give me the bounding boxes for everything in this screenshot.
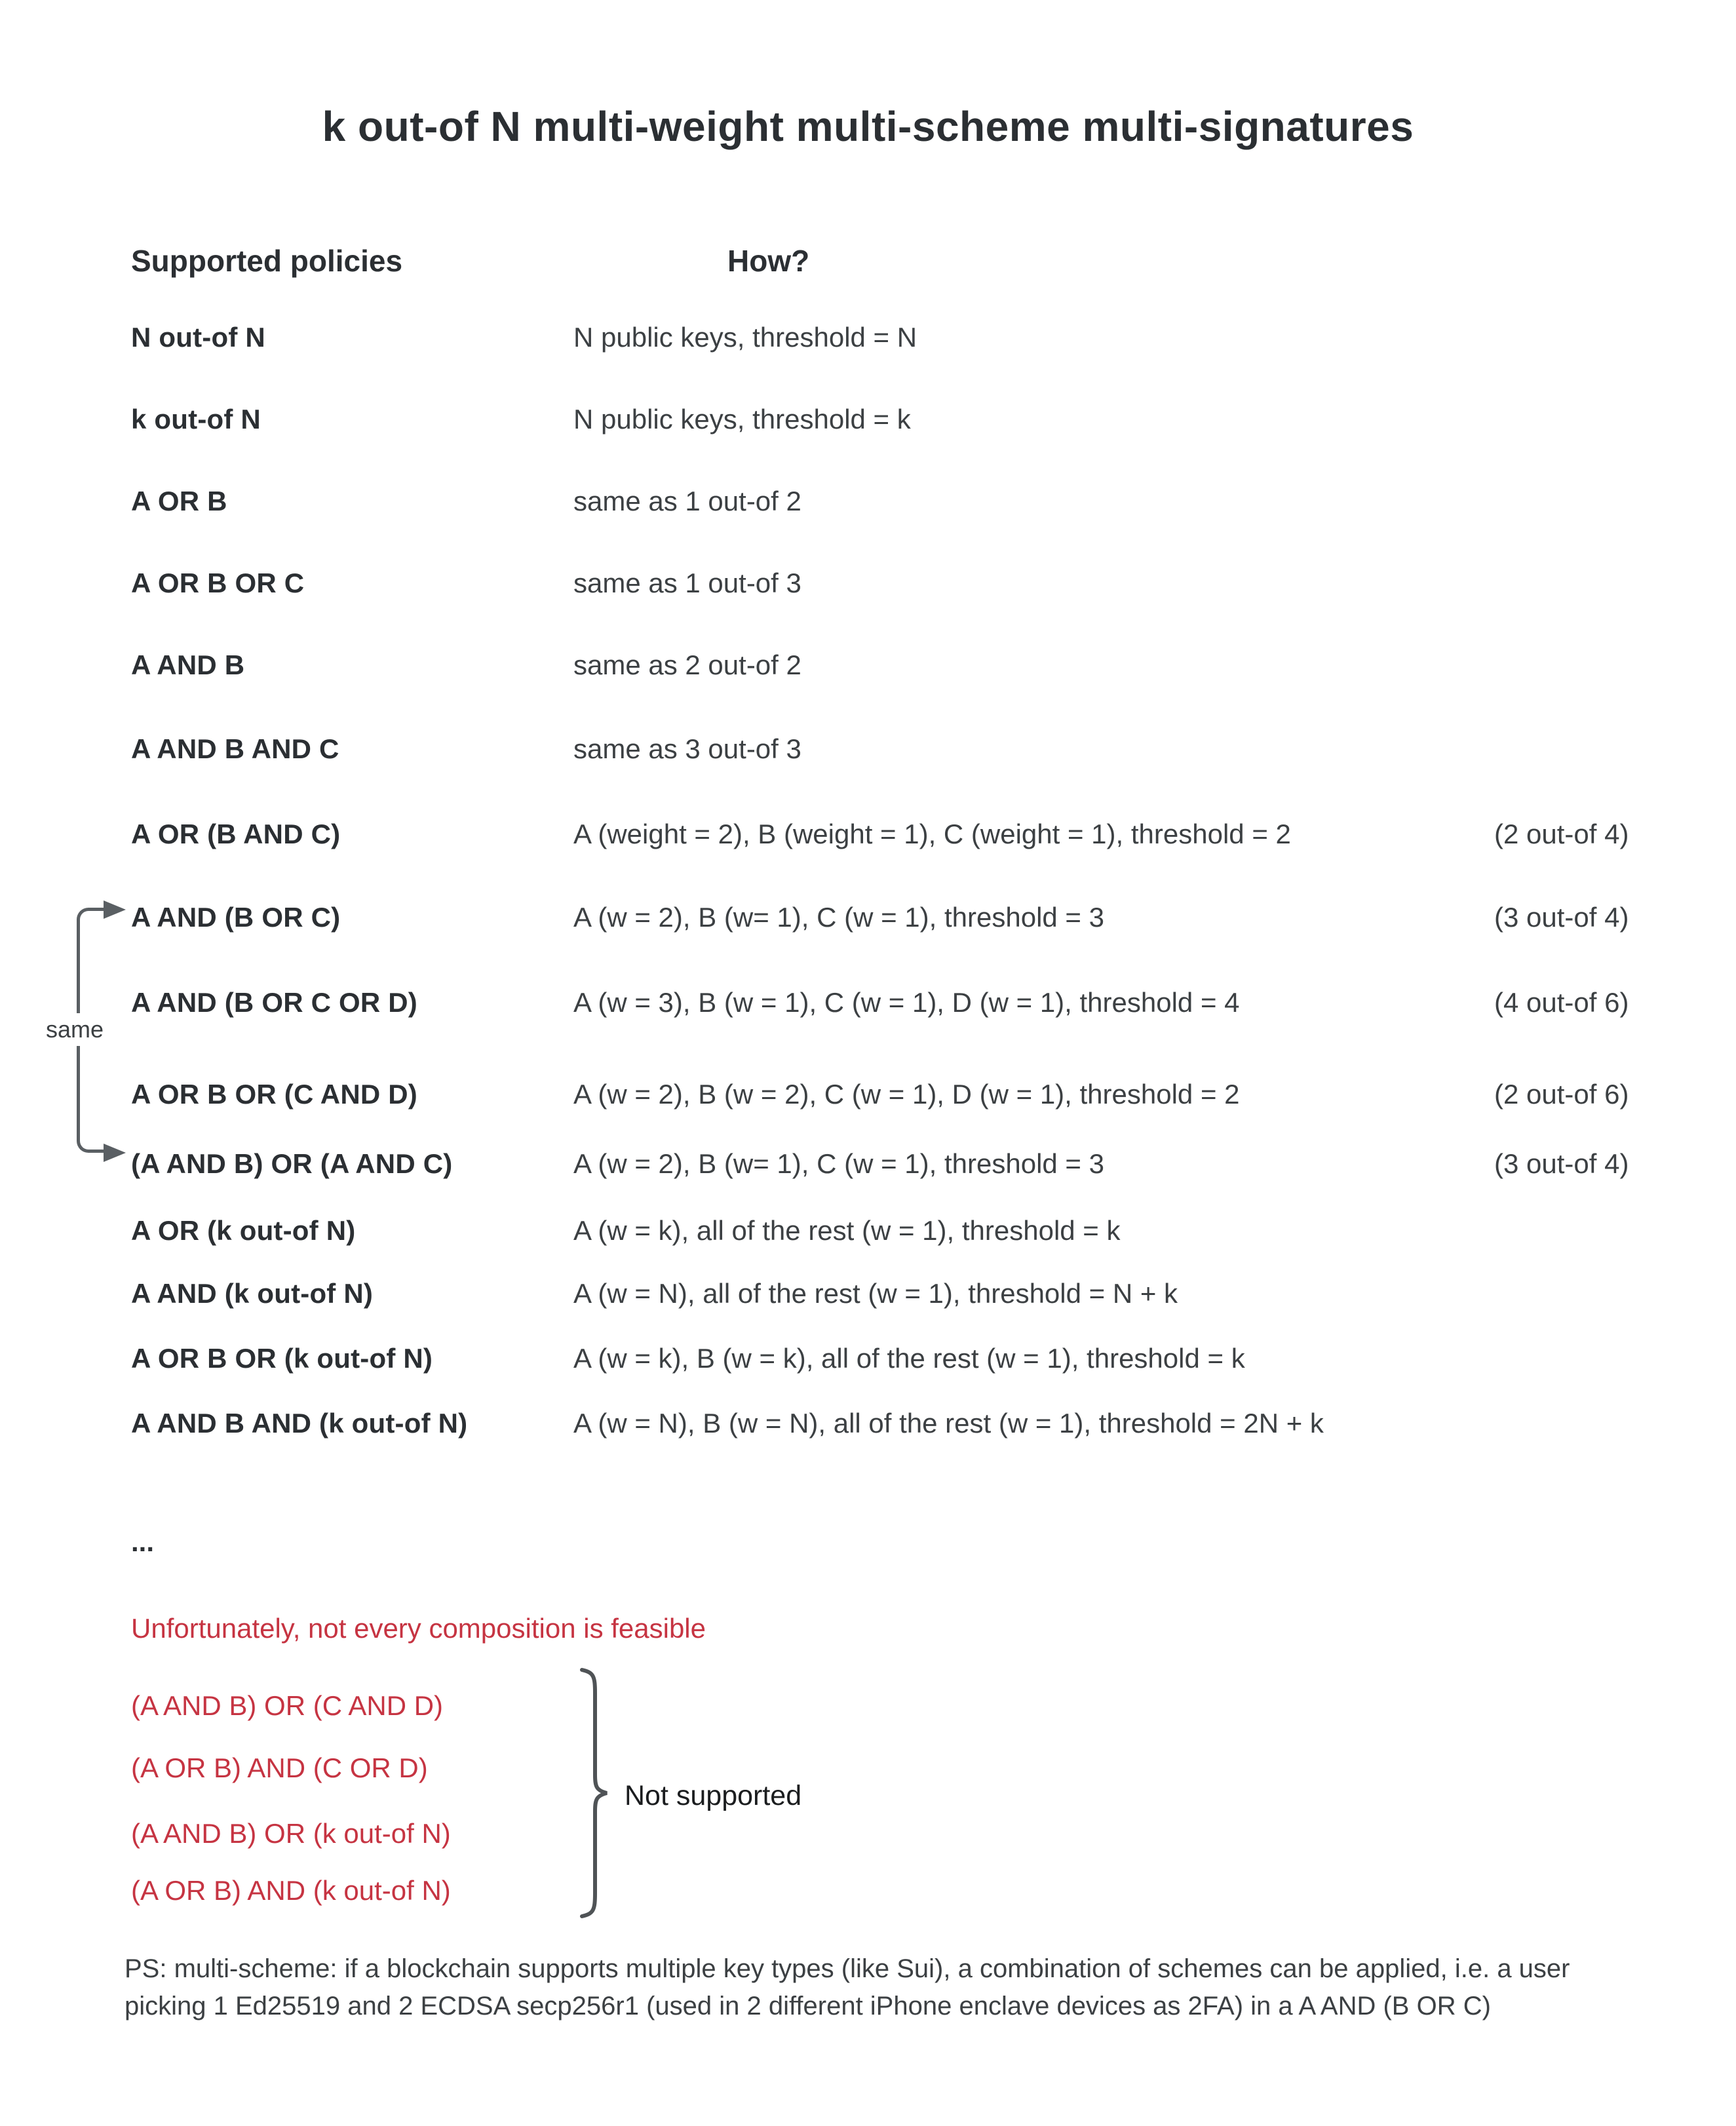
- table-row: [131, 566, 1710, 600]
- table-row: [131, 648, 1710, 682]
- policy-cell: A AND (k out-of N): [131, 1278, 374, 1309]
- policy-cell: (A AND B) OR (A AND C): [131, 1148, 453, 1179]
- table-row: [131, 732, 1710, 766]
- table-row: [131, 1277, 1710, 1311]
- equivalence-cell: (2 out-of 4): [1494, 819, 1629, 849]
- column-header-how: How?: [727, 244, 810, 278]
- policy-cell: A OR B: [131, 486, 227, 516]
- how-cell: N public keys, threshold = N: [573, 322, 917, 353]
- how-cell: A (w = 3), B (w = 1), C (w = 1), D (w = 1), threshold = 4: [573, 987, 1240, 1018]
- arrow-right-icon: [104, 1144, 126, 1162]
- infeasible-item: (A OR B) AND (C OR D): [131, 1752, 428, 1783]
- table-row: [131, 1342, 1710, 1376]
- column-header-policies: Supported policies: [131, 244, 403, 278]
- equivalence-cell: (3 out-of 4): [1494, 902, 1629, 933]
- how-cell: A (w = N), all of the rest (w = 1), threshold = N + k: [573, 1278, 1178, 1309]
- ps-note: PS: multi-scheme: if a blockchain supports multiple key types (like Sui), a combination of schemes can be applied, i.e. a user picking 1 Ed25519 and 2 ECDSA secp256r1 (used in 2 different iPhone enclave devices as 2FA) in a A AND (B OR C): [125, 1954, 1570, 2020]
- policy-cell: N out-of N: [131, 322, 265, 353]
- policy-cell: A AND (B OR C): [131, 902, 341, 933]
- ellipsis: ...: [131, 1526, 155, 1557]
- curly-brace-icon: [577, 1667, 611, 1919]
- how-cell: same as 3 out-of 3: [573, 733, 801, 764]
- policy-cell: A OR (B AND C): [131, 819, 341, 849]
- how-cell: A (w = k), B (w = k), all of the rest (w = 1), threshold = k: [573, 1343, 1245, 1374]
- how-cell: A (w = 2), B (w= 1), C (w = 1), threshold = 3: [573, 1148, 1104, 1179]
- policy-cell: A AND B: [131, 649, 245, 680]
- equivalence-cell: (3 out-of 4): [1494, 1148, 1629, 1179]
- table-row: [131, 1406, 1710, 1440]
- how-cell: A (weight = 2), B (weight = 1), C (weight = 1), threshold = 2: [573, 819, 1291, 849]
- table-row: [131, 817, 1710, 851]
- arrow-right-icon: [104, 900, 126, 919]
- policy-cell: k out-of N: [131, 404, 261, 435]
- how-cell: A (w = 2), B (w= 1), C (w = 1), threshold = 3: [573, 902, 1104, 933]
- not-supported-label: Not supported: [625, 1780, 802, 1811]
- equivalence-cell: (4 out-of 6): [1494, 987, 1629, 1018]
- table-row: [131, 1147, 1710, 1181]
- table-row: [131, 900, 1710, 935]
- how-cell: same as 1 out-of 2: [573, 486, 801, 516]
- policy-cell: A OR B OR C: [131, 568, 305, 598]
- infeasible-item: (A AND B) OR (C AND D): [131, 1690, 444, 1721]
- infeasible-item: (A OR B) AND (k out-of N): [131, 1875, 451, 1906]
- policy-cell: A AND B AND C: [131, 733, 339, 764]
- policy-cell: A OR (k out-of N): [131, 1215, 356, 1246]
- table-row: [131, 1214, 1710, 1248]
- policy-cell: A AND B AND (k out-of N): [131, 1408, 468, 1439]
- table-row: [131, 1077, 1710, 1111]
- table-row: [131, 320, 1710, 355]
- table-row: [131, 402, 1710, 436]
- policy-cell: A OR B OR (k out-of N): [131, 1343, 433, 1374]
- how-cell: N public keys, threshold = k: [573, 404, 911, 435]
- policy-cell: A OR B OR (C AND D): [131, 1079, 417, 1110]
- how-cell: A (w = 2), B (w = 2), C (w = 1), D (w = 1), threshold = 2: [573, 1079, 1240, 1110]
- how-cell: A (w = k), all of the rest (w = 1), threshold = k: [573, 1215, 1121, 1246]
- same-label: same: [42, 1013, 110, 1046]
- policies-table: [131, 0, 1710, 1507]
- table-row: [131, 986, 1710, 1020]
- how-cell: same as 2 out-of 2: [573, 649, 801, 680]
- page-title: k out-of N multi-weight multi-scheme multi-signatures: [322, 103, 1414, 150]
- equivalence-cell: (2 out-of 6): [1494, 1079, 1629, 1110]
- infeasible-heading: Unfortunately, not every composition is feasible: [131, 1613, 706, 1644]
- how-cell: A (w = N), B (w = N), all of the rest (w = 1), threshold = 2N + k: [573, 1408, 1324, 1439]
- policy-cell: A AND (B OR C OR D): [131, 987, 417, 1018]
- infeasible-item: (A AND B) OR (k out-of N): [131, 1818, 451, 1849]
- how-cell: same as 1 out-of 3: [573, 568, 801, 598]
- table-row: [131, 484, 1710, 518]
